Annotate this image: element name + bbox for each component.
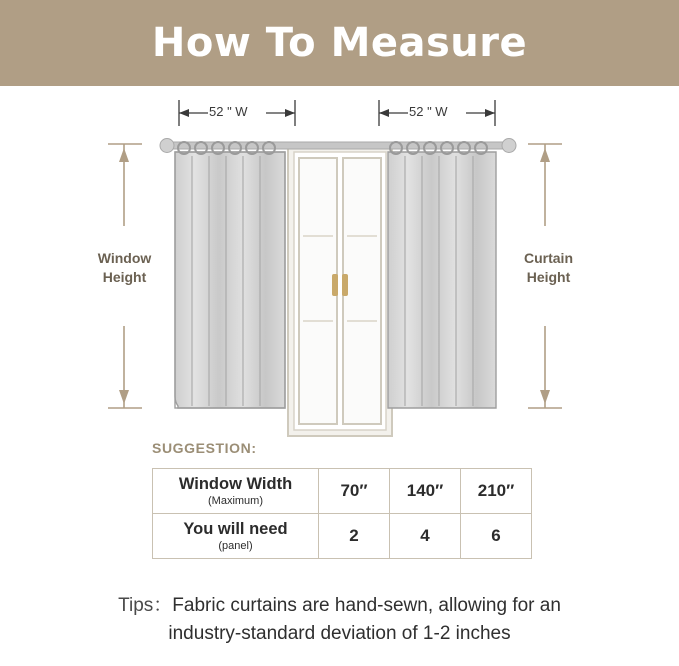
tips-line1: Fabric curtains are hand-sewn, allowing for an xyxy=(172,595,561,616)
table-cell: 140″ xyxy=(390,469,461,514)
width-label-left: 52 " W xyxy=(209,104,248,119)
right-curtain xyxy=(388,142,496,408)
header-banner xyxy=(0,0,679,86)
measure-diagram xyxy=(0,86,679,441)
suggestion-label: SUGGESTION: xyxy=(152,440,257,456)
row-subtitle: (Maximum) xyxy=(208,494,263,507)
table-row xyxy=(153,469,532,514)
left-curtain xyxy=(175,142,285,408)
curtain-height-label-line1: Curtain xyxy=(524,250,573,266)
width-label-right: 52 " W xyxy=(409,104,448,119)
row-subtitle: (panel) xyxy=(218,539,253,552)
row-title: You will need xyxy=(183,519,288,538)
table-row xyxy=(153,514,532,559)
window-height-label xyxy=(72,249,177,287)
tips-label: Tips： xyxy=(118,595,173,616)
window-height-label-line2: Height xyxy=(102,269,147,285)
table-cell: 4 xyxy=(390,514,461,559)
suggestion-table xyxy=(152,468,532,559)
curtain-height-label xyxy=(496,249,601,287)
curtain-height-label-line2: Height xyxy=(526,269,571,285)
table-cell: 2 xyxy=(319,514,390,559)
table-cell: 70″ xyxy=(319,469,390,514)
page-title: How To Measure xyxy=(151,20,528,66)
window-height-label-line1: Window xyxy=(97,250,152,266)
table-cell: 210″ xyxy=(461,469,532,514)
row-header-cell xyxy=(153,469,319,514)
table-cell: 6 xyxy=(461,514,532,559)
row-header-cell xyxy=(153,514,319,559)
row-title: Window Width xyxy=(178,474,293,493)
tips-line2: industry-standard deviation of 1-2 inches xyxy=(168,623,511,644)
tips-section xyxy=(0,592,679,648)
